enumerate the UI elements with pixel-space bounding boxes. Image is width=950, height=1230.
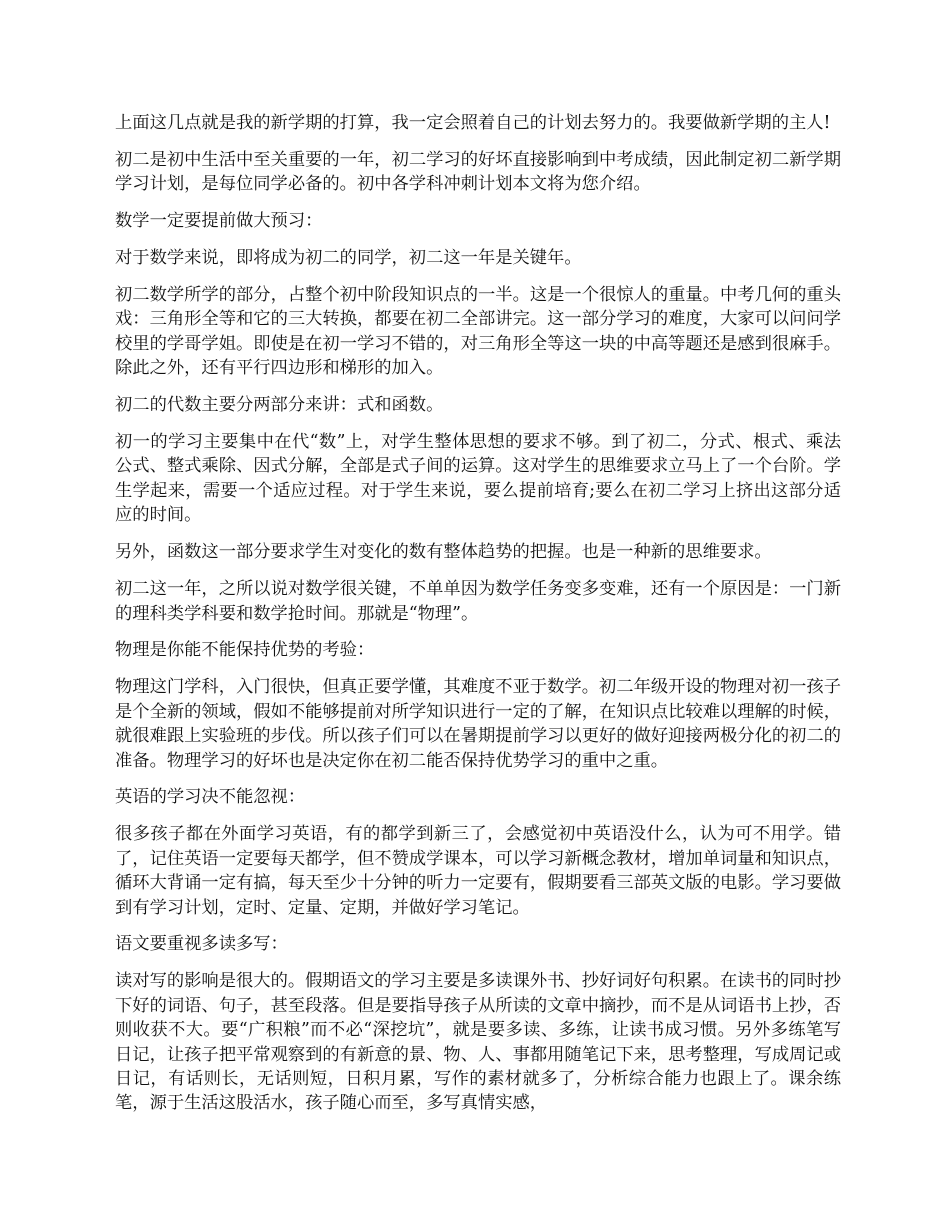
document-body bbox=[115, 111, 841, 1128]
paragraph-physics-heading: 物理是你能不能保持优势的考验： bbox=[115, 640, 375, 661]
paragraph-english-detail: 很多孩子都在外面学习英语，有的都学到新三了，会感觉初中英语没什么，认为可不用学。错了，记住英语一定要每天都学，但不赞成学课本，可以学习新概念教材，增加单词量和知识点，循环大背诵一定有搞，每天至少十分钟的听力一定要有，假期要看三部英文版的电影。学习要做到有学习计划，定时、定量、定期，并做好学习笔记。 bbox=[115, 824, 841, 918]
paragraph-physics-detail: 物理这门学科，入门很快，但真正要学懂，其难度不亚于数学。初二年级开设的物理对初一孩子是个全新的领域，假如不能够提前对所学知识进行一定的了解，在知识点比较难以理解的时候，就很难跟上实验班的步伐。所以孩子们可以在暑期提前学习以更好的做好迎接两极分化的初二的准备。物理学习的好坏也是决定你在初二能否保持优势学习的重中之重。 bbox=[115, 677, 841, 771]
paragraph-algebra-parts: 初二的代数主要分两部分来讲：式和函数。 bbox=[115, 395, 444, 416]
paragraph-intro: 初二是初中生活中至关重要的一年，初二学习的好坏直接影响到中考成绩，因此制定初二新学期学习计划，是每位同学必备的。初中各学科冲刺计划本文将为您介绍。 bbox=[115, 149, 841, 195]
paragraph-math-key-year: 对于数学来说，即将成为初二的同学，初二这一年是关键年。 bbox=[115, 248, 582, 269]
paragraph-math-geometry: 初二数学所学的部分，占整个初中阶段知识点的一半。这是一个很惊人的重量。中考几何的重头戏：三角形全等和它的三大转换，都要在初二全部讲完。这一部分学习的难度，大家可以问问学校里的学哥学姐。即使是在初一学习不错的，对三角形全等这一块的中高等题还是感到很麻手。除此之外，还有平行四边形和梯形的加入。 bbox=[115, 285, 841, 379]
paragraph-chinese-detail: 读对写的影响是很大的。假期语文的学习主要是多读课外书、抄好词好句积累。在读书的同时抄下好的词语、句子，甚至段落。但是要指导孩子从所读的文章中摘抄，而不是从词语书上抄，否则收获不大。要“广积粮”而不必“深挖坑”，就是要多读、多练，让读书成习惯。另外多练笔写日记，让孩子把平常观察到的有新意的景、物、人、事都用随笔记下来，思考整理，写成周记或日记，有话则长，无话则短，日积月累，写作的素材就多了，分析综合能力也跟上了。课余练笔，源于生活这股活水，孩子随心而至，多写真情实感， bbox=[115, 971, 841, 1114]
paragraph-chinese-heading: 语文要重视多读多写： bbox=[115, 934, 288, 955]
paragraph-math-heading: 数学一定要提前做大预习： bbox=[115, 211, 323, 232]
paragraph-algebra-detail: 初一的学习主要集中在代“数”上，对学生整体思想的要求不够。到了初二，分式、根式、乘法公式、整式乘除、因式分解，全部是式子间的运算。这对学生的思维要求立马上了一个台阶。学生学起来，需要一个适应过程。对于学生来说，要么提前培育;要么在初二学习上挤出这部分适应的时间。 bbox=[115, 432, 841, 526]
paragraph-closing-remark: 上面这几点就是我的新学期的打算，我一定会照着自己的计划去努力的。我要做新学期的主人! bbox=[115, 113, 831, 133]
paragraph-english-heading: 英语的学习决不能忽视： bbox=[115, 787, 306, 808]
paragraph-math-importance: 初二这一年，之所以说对数学很关键，不单单因为数学任务变多变难，还有一个原因是：一门新的理科类学科要和数学抢时间。那就是“物理”。 bbox=[115, 579, 841, 624]
paragraph-functions: 另外，函数这一部分要求学生对变化的数有整体趋势的把握。也是一种新的思维要求。 bbox=[115, 542, 772, 563]
